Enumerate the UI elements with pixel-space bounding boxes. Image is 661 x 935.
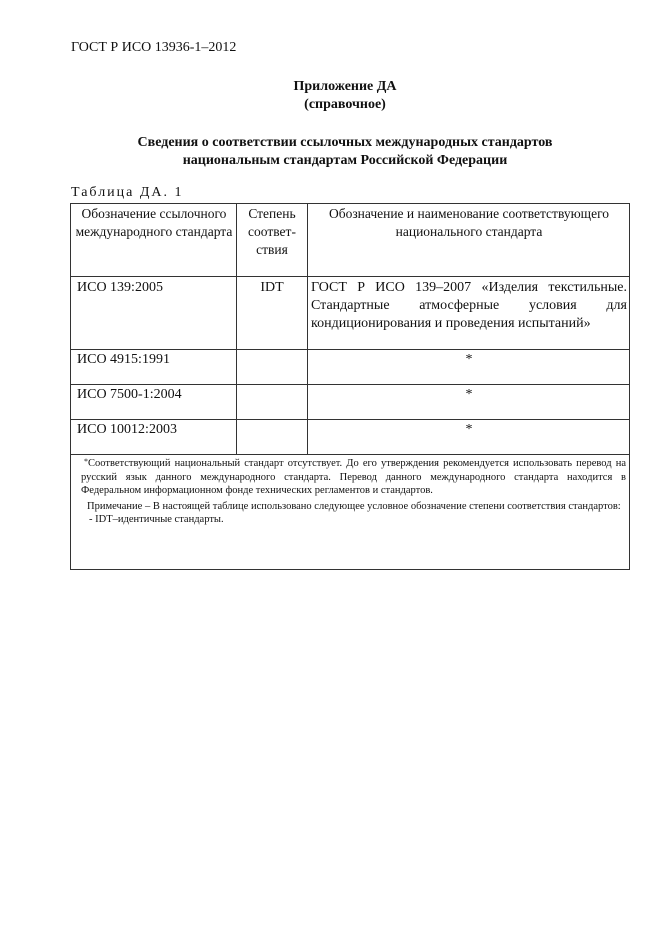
table-caption: Таблица ДА. 1 (71, 185, 184, 200)
row-ref: ИСО 4915:1991 (77, 352, 170, 367)
row-ref: ИСО 7500-1:2004 (77, 387, 182, 402)
appendix-title: Приложение ДА (293, 79, 397, 94)
footnote (81, 457, 626, 498)
header-degree: Степень соответ-ствия (248, 206, 296, 257)
header-reference-standard: Обозначение ссылочного международного стандарта (75, 206, 233, 239)
footnote-text: Соответствующий национальный стандарт отсутствует. До его утверждения рекомендуется использовать перевод на русский язык данного международного стандарта. Перевод данного международного стандарта находится в Федеральном информационном фонде технических регламентов и стандартов. (81, 458, 626, 496)
appendix-heading-line2: национальным стандартам Российской Федерации (182, 153, 508, 168)
table-column-divider (629, 204, 630, 276)
row-ref: ИСО 139:2005 (77, 280, 163, 295)
row-national: * (465, 387, 473, 402)
table-divider (71, 276, 629, 277)
table-note-item: - IDT–идентичные стандарты. (89, 514, 224, 525)
row-national: * (465, 352, 473, 367)
row-ref: ИСО 10012:2003 (77, 422, 177, 437)
table-note: Примечание – В настоящей таблице использовано следующее условное обозначение степени соответствия стандартов: (87, 500, 621, 512)
row-degree: IDT (260, 280, 284, 295)
table-divider (71, 454, 629, 455)
document-code: ГОСТ Р ИСО 13936-1–2012 (71, 40, 237, 55)
table-column-divider (307, 204, 308, 454)
standards-table (70, 203, 630, 570)
header-national-standard: Обозначение и наименование соответствующего национального стандарта (328, 206, 610, 239)
table-divider (71, 349, 629, 350)
row-national: * (465, 422, 473, 437)
appendix-heading-line1: Сведения о соответствии ссылочных международных стандартов (137, 135, 553, 150)
table-notes (81, 457, 626, 527)
table-divider (71, 384, 629, 385)
table-divider (71, 419, 629, 420)
appendix-subtitle: (справочное) (304, 97, 386, 112)
footnote-mark: * (84, 457, 88, 466)
row-national: ГОСТ Р ИСО 139–2007 «Изделия текстильные. Стандартные атмосферные условия для кондиционирования и проведения испытаний» (311, 280, 627, 331)
